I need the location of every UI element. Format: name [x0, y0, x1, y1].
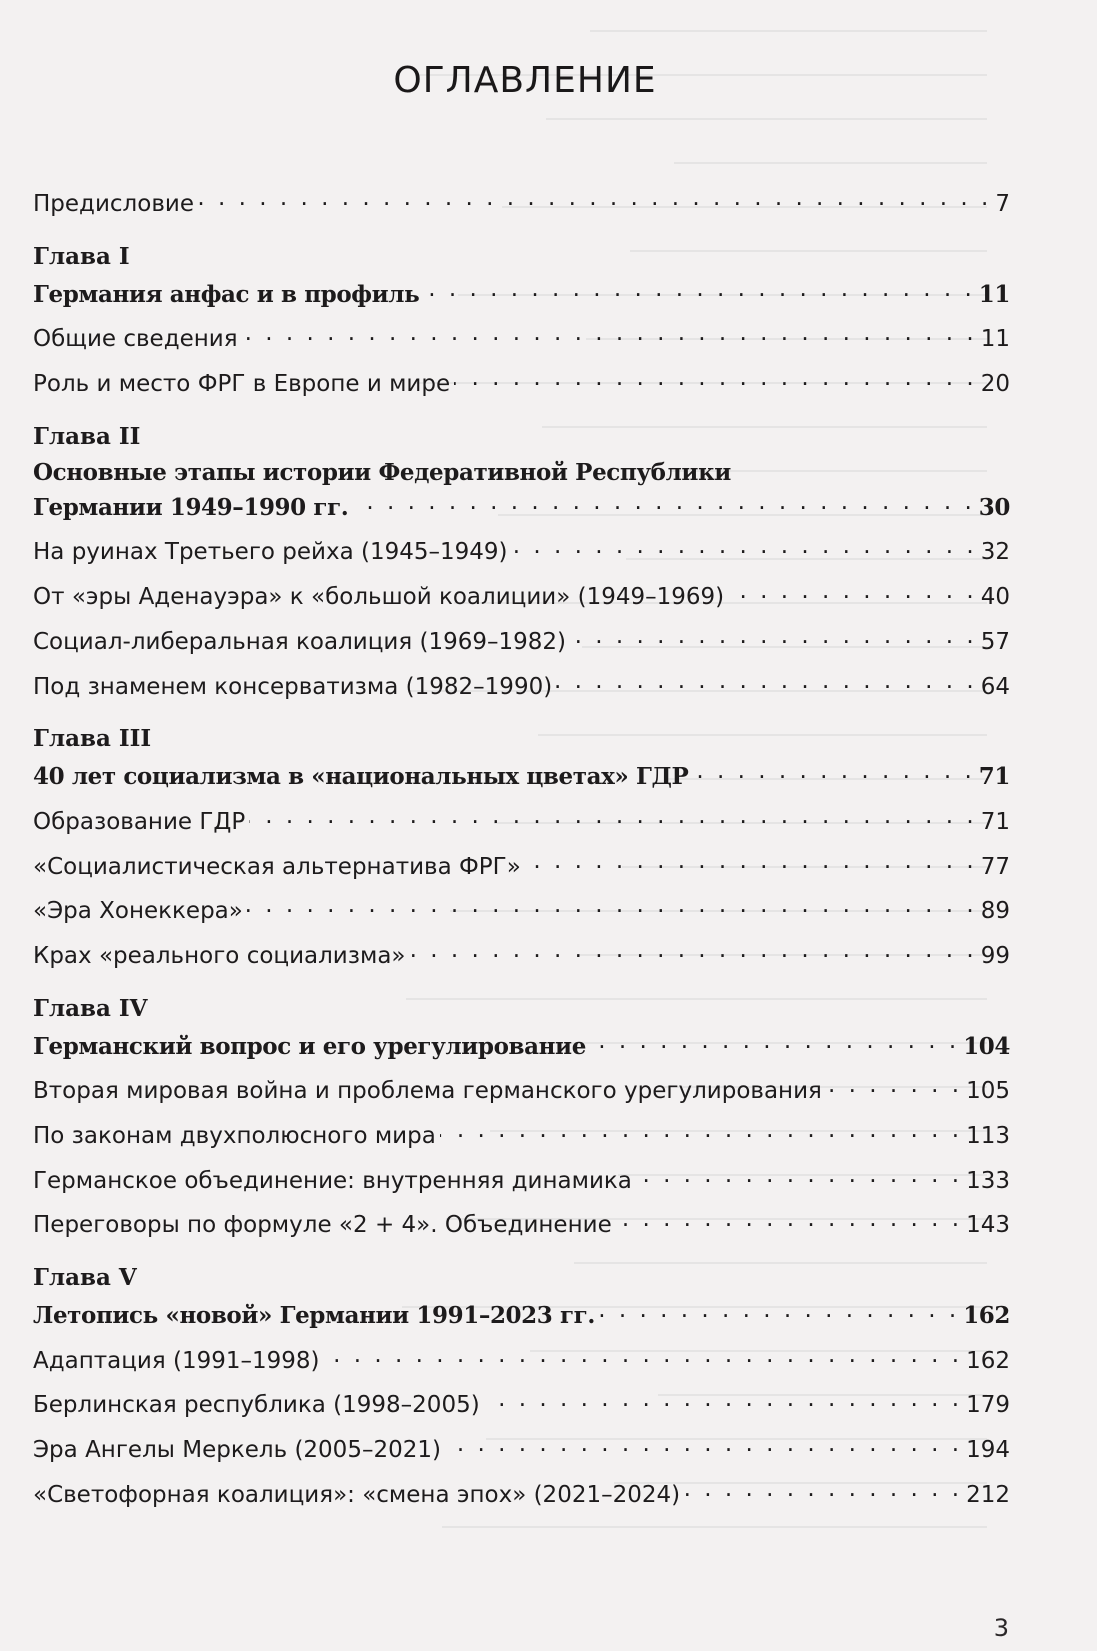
chapter-title-entry [33, 492, 1010, 537]
toc-entry-label: Летопись «новой» Германии 1991–2023 гг. [33, 1302, 595, 1330]
chapter-heading [33, 423, 1010, 459]
dot-leader [198, 188, 991, 211]
dot-leader [247, 895, 977, 918]
toc-entry-label: Переговоры по формуле «2 + 4». Объединение [33, 1212, 612, 1239]
toc-entry-label: Крах «реального социализма» [33, 942, 406, 969]
toc-entry-label: Предисловие [33, 191, 194, 217]
chapter-heading [33, 725, 1010, 761]
toc-entry-page: 194 [966, 1437, 1010, 1464]
chapter-title-entry [33, 761, 1010, 806]
toc-entry-label: 40 лет социализма в «национальных цветах» ГДР [33, 763, 689, 791]
toc-entry-page: 162 [966, 1347, 1010, 1374]
toc-entry [33, 368, 1010, 413]
toc-entry-label: Глава III [33, 725, 152, 753]
page-title: ОГЛАВЛЕНИЕ [393, 60, 657, 101]
toc-entry [33, 581, 1010, 626]
toc-entry-page: 179 [966, 1392, 1010, 1419]
toc-entry-page: 113 [966, 1123, 1010, 1149]
toc-entry-label: От «эры Аденауэра» к «большой коалиции» (1949–1969) [33, 584, 725, 611]
toc-entry-page: 133 [966, 1167, 1010, 1194]
dot-leader [684, 1479, 962, 1502]
toc-entry-page: 99 [980, 942, 1010, 969]
toc-entry [33, 806, 1010, 851]
toc-entry-page: 64 [980, 673, 1010, 700]
dot-leader [249, 806, 976, 829]
chapter-heading [33, 995, 1010, 1031]
dot-leader [324, 1345, 963, 1368]
dot-leader [410, 940, 977, 963]
toc-entry-page: 11 [980, 326, 1010, 353]
toc-entry-label: По законам двухполюсного мира [33, 1123, 436, 1149]
toc-entry [33, 1345, 1010, 1390]
dot-leader [484, 1389, 962, 1412]
toc-entry-page: 104 [963, 1032, 1010, 1060]
dot-leader [570, 626, 977, 649]
toc-entry [33, 323, 1010, 368]
toc-entry-label: Общие сведения [33, 326, 238, 353]
toc-entry-page: 162 [963, 1302, 1010, 1330]
toc-entry-page: 105 [966, 1078, 1010, 1105]
toc-entry-page: 57 [980, 628, 1010, 655]
toc-entry-label: Глава II [33, 422, 141, 450]
toc-entry-label: Эра Ангелы Меркель (2005–2021) [33, 1437, 441, 1464]
chapter-heading [33, 1264, 1010, 1300]
page-number: 3 [993, 1614, 1009, 1642]
toc-entry-page: 77 [980, 853, 1010, 880]
toc-entry-page: 143 [966, 1212, 1010, 1239]
dot-leader [692, 761, 974, 784]
toc-entry-label: Берлинская республика (1998–2005) [33, 1392, 480, 1419]
chapter-heading [33, 243, 1010, 279]
dot-leader [423, 279, 974, 302]
toc-entry-label: Роль и место ФРГ в Европе и мире [33, 371, 451, 398]
table-of-contents [33, 188, 1010, 1524]
toc-entry-page: 40 [980, 584, 1010, 611]
dot-leader [352, 492, 974, 515]
dot-leader [242, 323, 977, 346]
toc-entry-label: Германский вопрос и его урегулирование [33, 1032, 586, 1060]
toc-entry-label: «Социалистическая альтернатива ФРГ» [33, 853, 521, 880]
toc-entry [33, 1120, 1010, 1165]
toc-entry-label: Под знаменем консерватизма (1982–1990) [33, 673, 553, 700]
toc-entry-page: 89 [980, 898, 1010, 925]
toc-entry-page: 32 [980, 539, 1010, 566]
toc-entry-label: Адаптация (1991–1998) [33, 1347, 320, 1374]
toc-entry [33, 1434, 1010, 1479]
dot-leader [616, 1209, 962, 1232]
toc-entry-page: 7 [995, 191, 1010, 217]
toc-entry [33, 1165, 1010, 1210]
toc-entry [33, 940, 1010, 985]
dot-leader [636, 1165, 962, 1188]
toc-entry [33, 626, 1010, 671]
chapter-title-entry [33, 1300, 1010, 1345]
toc-entry-label: Социал-либеральная коалиция (1969–1982) [33, 628, 567, 655]
toc-entry-label: Германии 1949–1990 гг. [33, 493, 349, 521]
dot-leader [728, 581, 977, 604]
toc-entry-label: Германия анфас и в профиль [33, 280, 420, 308]
dot-leader [556, 671, 977, 694]
dot-leader [512, 536, 977, 559]
chapter-title-entry [33, 279, 1010, 324]
toc-entry [33, 895, 1010, 940]
toc-entry [33, 1389, 1010, 1434]
chapter-title-entry [33, 1031, 1010, 1076]
toc-entry-label: Основные этапы истории Федеративной Республики [33, 458, 731, 486]
dot-leader [590, 1031, 959, 1054]
toc-entry-label: Германское объединение: внутренняя динамика [33, 1167, 632, 1194]
toc-entry-page: 30 [978, 493, 1010, 521]
dot-leader [599, 1300, 959, 1323]
dot-leader [525, 851, 977, 874]
dot-leader [826, 1075, 962, 1098]
toc-entry [33, 1209, 1010, 1254]
toc-entry-page: 11 [978, 280, 1010, 308]
toc-entry-label: Глава I [33, 242, 130, 270]
chapter-title-entry [33, 459, 1010, 492]
toc-entry-label: «Светофорная коалиция»: «смена эпох» (2021–2024) [33, 1481, 681, 1508]
toc-entry-label: На руинах Третьего рейха (1945–1949) [33, 539, 508, 566]
dot-leader [440, 1120, 962, 1143]
toc-entry [33, 1479, 1010, 1524]
toc-entry-label: Вторая мировая война и проблема германского урегулирования [33, 1078, 822, 1105]
toc-entry-page: 20 [980, 371, 1010, 398]
dot-leader [445, 1434, 962, 1457]
toc-entry-page: 71 [978, 763, 1010, 791]
dot-leader [454, 368, 977, 391]
toc-entry [33, 1075, 1010, 1120]
toc-entry [33, 188, 1010, 233]
toc-entry-label: Образование ГДР [33, 808, 246, 835]
toc-entry [33, 536, 1010, 581]
toc-entry-label: «Эра Хонеккера» [33, 898, 243, 925]
toc-entry-page: 71 [980, 808, 1010, 835]
toc-entry-label: Глава IV [33, 994, 148, 1022]
toc-entry [33, 671, 1010, 716]
toc-entry [33, 851, 1010, 896]
toc-entry-page: 212 [966, 1481, 1010, 1508]
toc-entry-label: Глава V [33, 1264, 137, 1292]
